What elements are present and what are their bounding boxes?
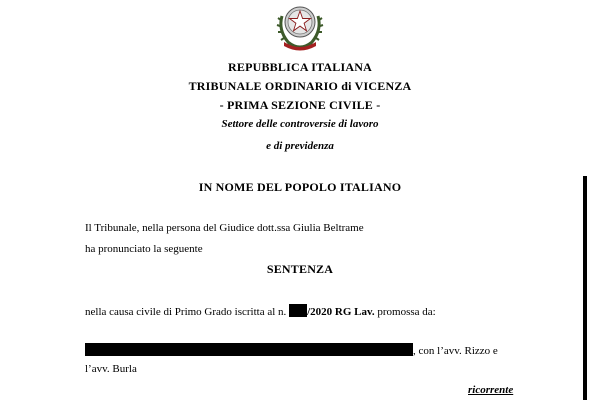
- case-number: /2020 RG Lav.: [307, 306, 375, 318]
- tribunal-line: Il Tribunale, nella persona del Giudice dott.ssa Giulia Beltrame: [85, 222, 364, 234]
- case-line: [85, 304, 436, 318]
- margin-bar: [583, 176, 587, 400]
- case-prefix: nella causa civile di Primo Grado iscritta al n.: [85, 306, 290, 318]
- redaction-bar: [289, 304, 307, 317]
- header-tribunal: TRIBUNALE ORDINARIO di VICENZA: [188, 79, 412, 93]
- party-lawyers: , con l’avv. Rizzo e: [413, 345, 498, 357]
- header-republic: REPUBBLICA ITALIANA: [228, 60, 372, 74]
- case-suffix: promossa da:: [374, 306, 436, 318]
- role-label: ricorrente: [468, 384, 514, 396]
- italian-republic-emblem-icon: [270, 0, 330, 52]
- party-line: [85, 343, 498, 357]
- intro-heading: IN NOME DEL POPOLO ITALIANO: [198, 180, 402, 194]
- party-lawyers-cont: l’avv. Burla: [85, 363, 137, 375]
- header-sector-cont: e di previdenza: [266, 140, 334, 152]
- pronounced-line: ha pronunciato la seguente: [85, 243, 203, 255]
- header-section: - PRIMA SEZIONE CIVILE -: [219, 98, 381, 112]
- redaction-bar: [85, 343, 413, 356]
- sentence-title: SENTENZA: [266, 262, 334, 276]
- header-sector: Settore delle controversie di lavoro: [221, 118, 379, 130]
